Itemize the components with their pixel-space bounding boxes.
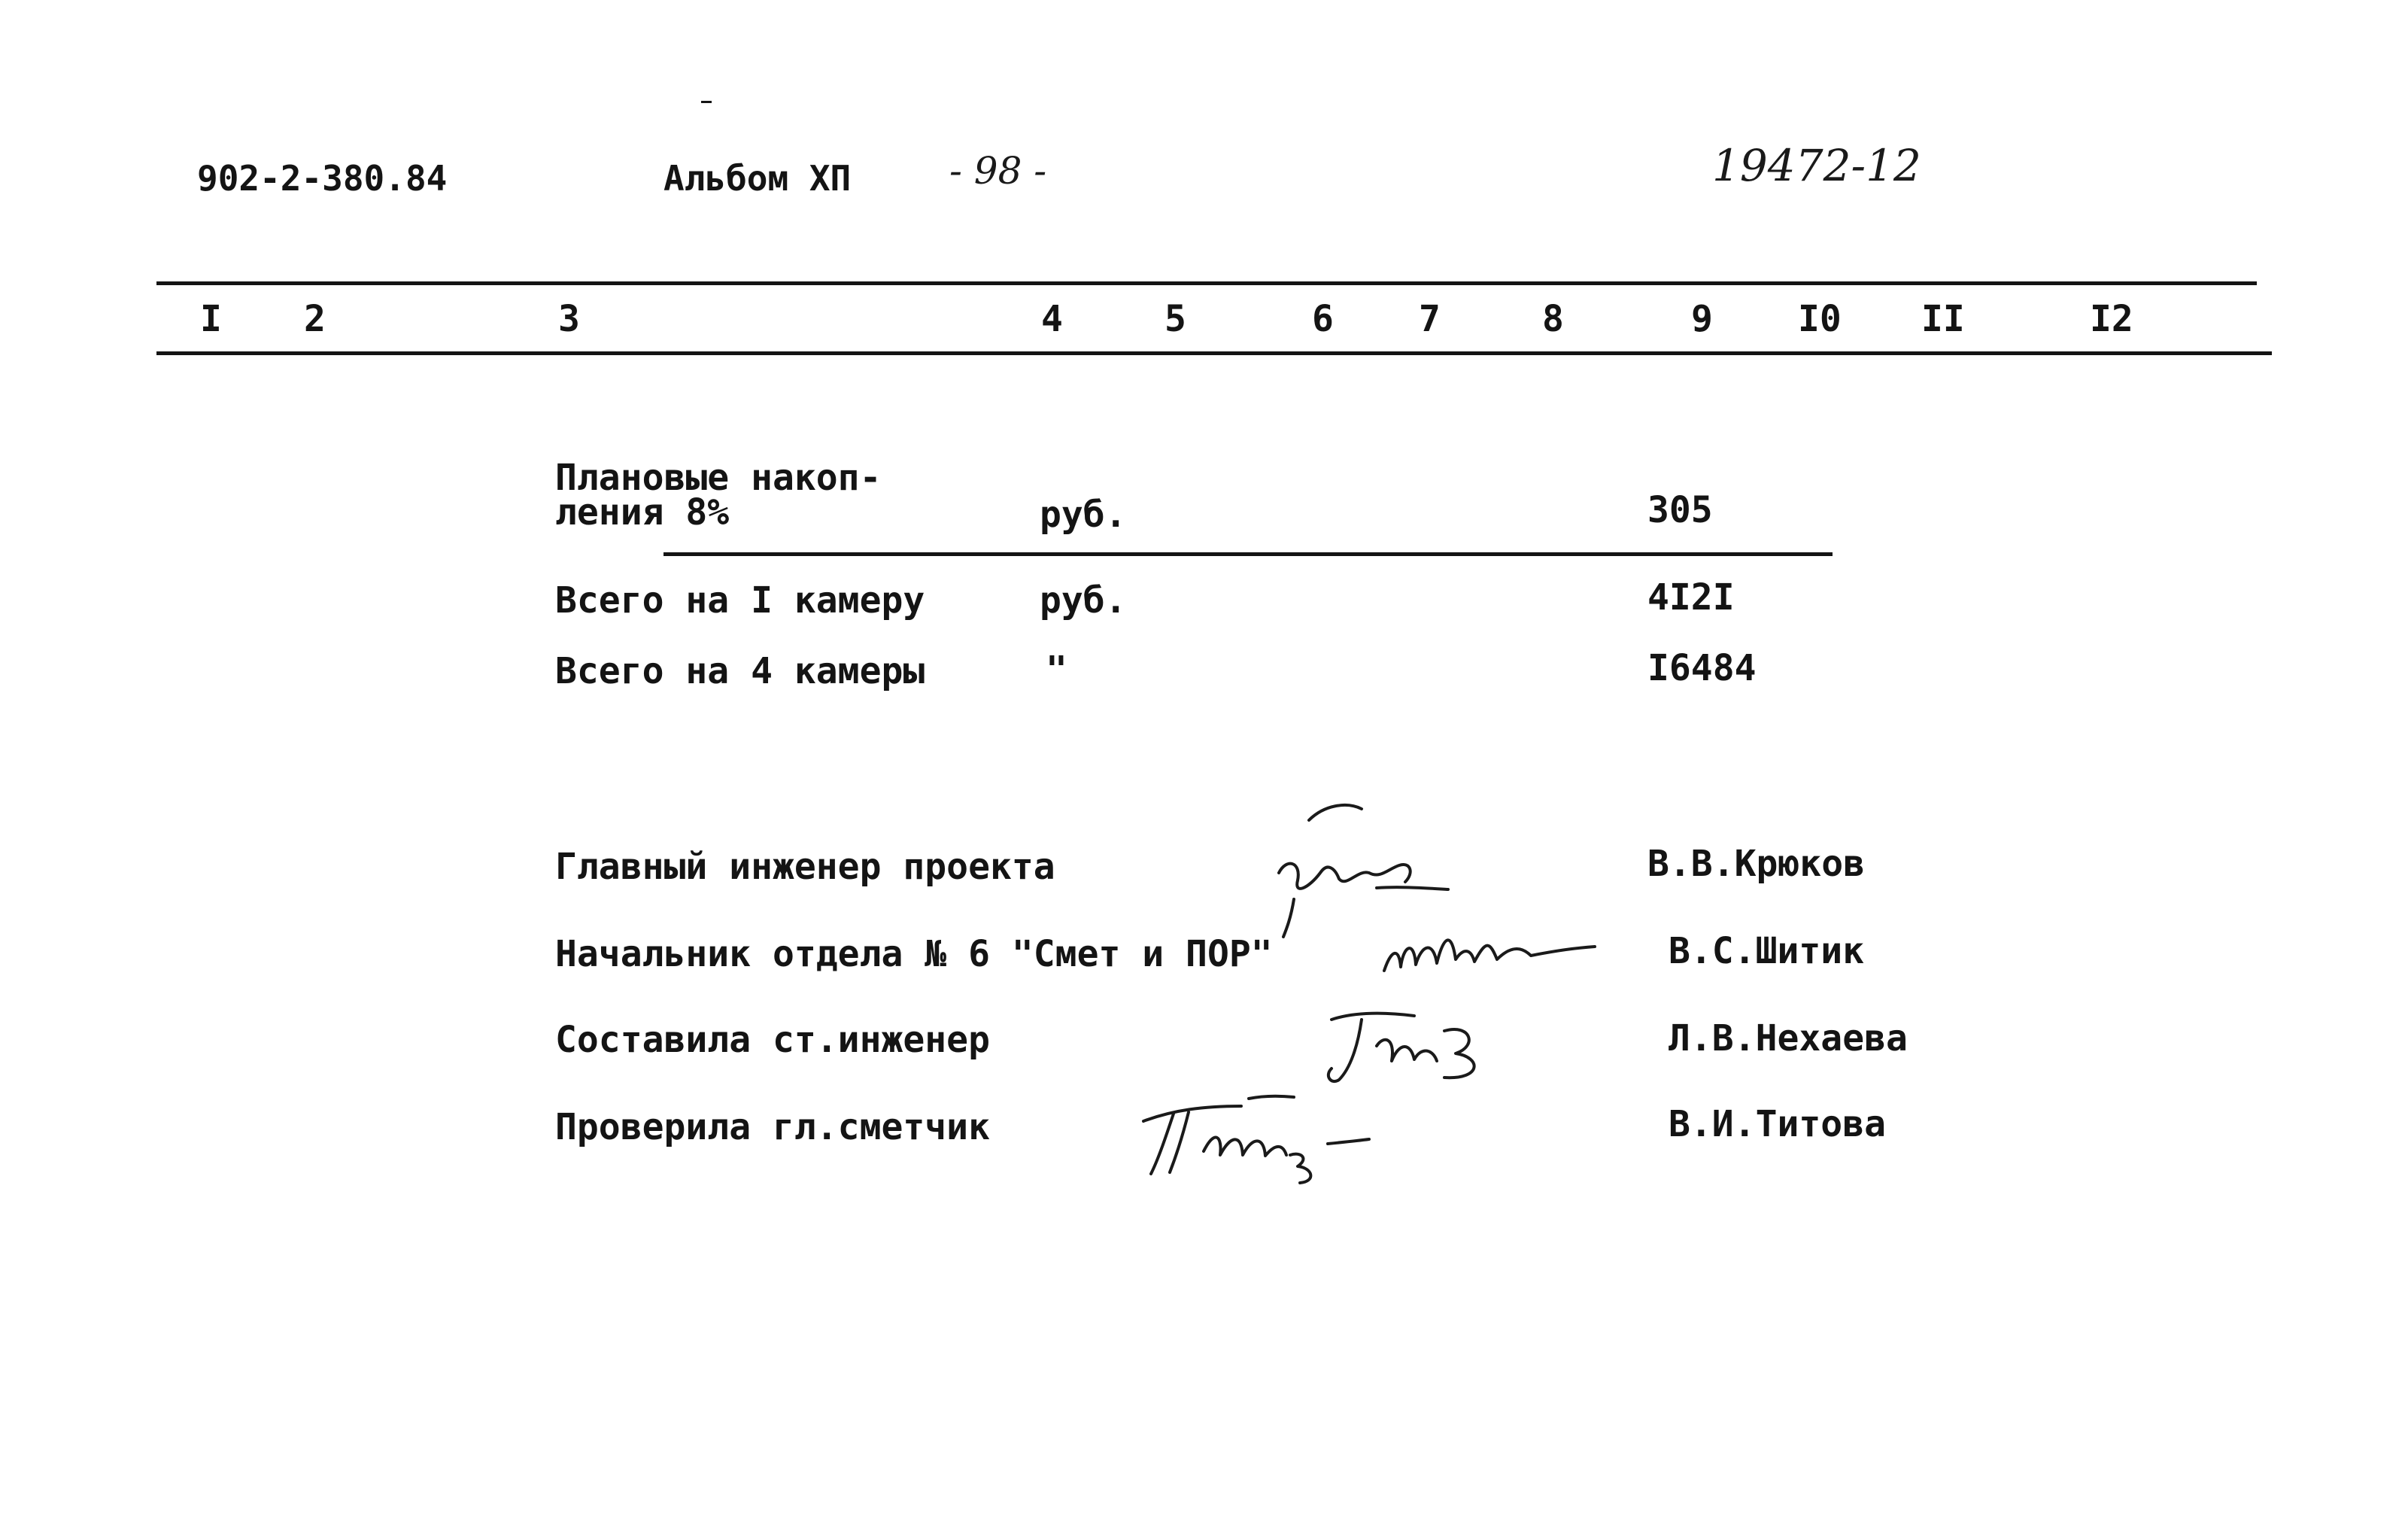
- inventory-number: 19472-12: [1712, 140, 1921, 191]
- signatory-name: Л.В.Нехаева: [1669, 1017, 1908, 1059]
- signature-compiler: [1309, 1001, 1505, 1091]
- cost-item-unit: руб.: [1040, 579, 1127, 622]
- bottom-rule: [156, 351, 2272, 355]
- cost-item-name: [555, 457, 882, 533]
- signature-checker: [1128, 1084, 1384, 1189]
- cost-item-value: 4I2I: [1647, 576, 1735, 619]
- signatory-position: Составила ст.инженер: [555, 1019, 990, 1061]
- column-number: II: [1921, 298, 1965, 340]
- cost-item-name-line: ления 8%: [555, 491, 730, 533]
- cost-item-name: Всего на 4 камеры: [555, 650, 925, 692]
- column-number: 8: [1542, 298, 1564, 340]
- column-number: I0: [1798, 298, 1842, 340]
- column-number: 6: [1312, 298, 1334, 340]
- signatory-name: В.С.Шитик: [1669, 930, 1865, 972]
- column-number: 2: [304, 298, 326, 340]
- cost-item-name: Всего на I камеру: [555, 579, 925, 622]
- document-number: 902-2-380.84: [197, 158, 448, 199]
- signatory-name: В.В.Крюков: [1647, 843, 1865, 885]
- column-number: I: [200, 298, 222, 340]
- column-number: 7: [1419, 298, 1441, 340]
- signatory-name: В.И.Титова: [1669, 1103, 1886, 1145]
- cost-item-unit: руб.: [1040, 494, 1127, 536]
- scan-mark: [701, 101, 712, 103]
- cost-item-name-line: Плановые накоп-: [555, 457, 882, 499]
- signature-department-head: [1377, 918, 1602, 986]
- column-number: 4: [1041, 298, 1063, 340]
- signatory-position: Главный инженер проекта: [555, 846, 1055, 888]
- top-rule: [156, 281, 2257, 285]
- column-number: 5: [1165, 298, 1186, 340]
- album-label: Альбом ХП: [663, 158, 852, 199]
- signatory-position: Начальник отдела № 6 "Смет и ПОР": [555, 933, 1273, 975]
- page-number: - 98 -: [949, 149, 1047, 193]
- cost-item-value: 305: [1647, 489, 1713, 531]
- column-number: 3: [558, 298, 580, 340]
- column-number: 9: [1691, 298, 1713, 340]
- cost-item-value: I6484: [1647, 647, 1757, 689]
- subtotal-rule: [663, 552, 1833, 556]
- cost-item-unit: ": [1046, 649, 1067, 691]
- signature-chief-engineer: [1264, 798, 1459, 926]
- column-number: I2: [2090, 298, 2133, 340]
- signatory-position: Проверила гл.сметчик: [555, 1106, 990, 1148]
